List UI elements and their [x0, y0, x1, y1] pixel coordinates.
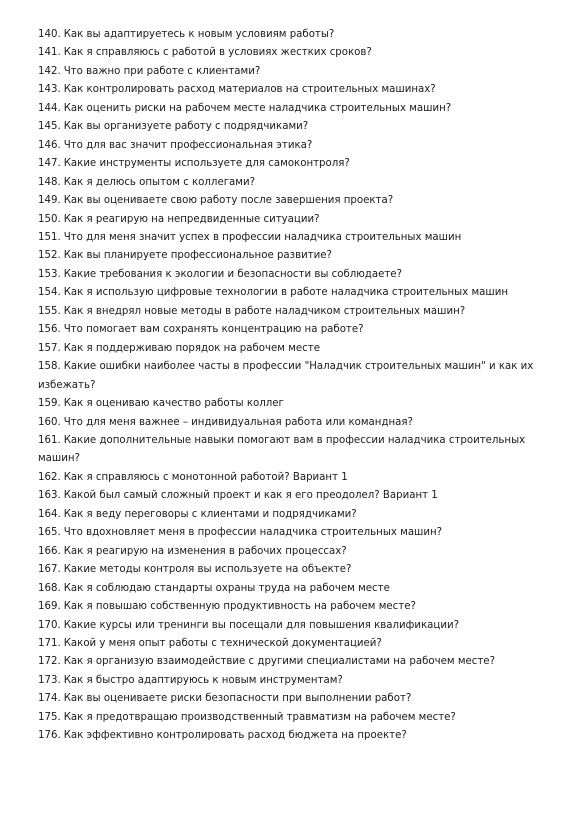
question-text: Как я делюсь опытом с коллегами?	[63, 176, 256, 188]
question-item	[38, 635, 544, 653]
question-number: 156.	[38, 324, 61, 336]
question-item	[38, 118, 544, 136]
question-item	[38, 247, 544, 265]
question-item	[38, 395, 544, 413]
question-item	[38, 690, 544, 708]
question-item	[38, 321, 544, 339]
question-number: 176.	[38, 730, 61, 742]
question-number: 153.	[38, 268, 61, 280]
question-number: 157.	[38, 342, 61, 354]
question-item	[38, 63, 544, 81]
question-text: Как я быстро адаптируюсь к новым инструментам?	[63, 674, 343, 686]
question-text: Как оценить риски на рабочем месте наладчика строительных машин?	[63, 102, 452, 114]
question-item	[38, 727, 544, 745]
document-page	[38, 26, 544, 746]
question-text: Как я справляюсь с работой в условиях жестких сроков?	[63, 47, 372, 59]
question-text: Как я справляюсь с монотонной работой? Вариант 1	[63, 471, 348, 483]
question-text: Как я оцениваю качество работы коллег	[63, 398, 284, 410]
question-item	[38, 26, 544, 44]
question-number: 142.	[38, 65, 61, 77]
question-number: 164.	[38, 508, 61, 520]
question-list	[38, 26, 544, 746]
question-item	[38, 561, 544, 579]
question-text: Какие требования к экологии и безопасности вы соблюдаете?	[63, 268, 402, 280]
question-text: Как контролировать расход материалов на строительных машинах?	[63, 84, 436, 96]
question-item	[38, 303, 544, 321]
question-item	[38, 266, 544, 284]
question-text: Какие ошибки наиболее часты в профессии "Наладчик строительных машин" и как их избежать?	[38, 361, 534, 391]
question-text: Какие методы контроля вы используете на объекте?	[63, 564, 352, 576]
question-item	[38, 44, 544, 62]
question-number: 166.	[38, 545, 61, 557]
question-number: 168.	[38, 582, 61, 594]
question-number: 169.	[38, 601, 61, 613]
question-number: 152.	[38, 250, 61, 262]
question-number: 161.	[38, 434, 61, 446]
question-item	[38, 211, 544, 229]
question-text: Какие дополнительные навыки помогают вам в профессии наладчика строительных машин?	[38, 434, 526, 465]
question-text: Что для меня важнее – индивидуальная работа или командная?	[63, 416, 413, 428]
question-item	[38, 155, 544, 173]
question-item	[38, 137, 544, 155]
question-text: Как я использую цифровые технологии в работе наладчика строительных машин	[63, 287, 508, 299]
question-text: Как я предотвращаю производственный травматизм на рабочем месте?	[63, 711, 456, 723]
question-number: 150.	[38, 213, 61, 225]
question-item	[38, 469, 544, 487]
question-item	[38, 653, 544, 671]
question-item	[38, 229, 544, 247]
question-text: Что важно при работе с клиентами?	[63, 65, 261, 77]
question-text: Как я реагирую на непредвиденные ситуации?	[63, 213, 320, 225]
question-item	[38, 598, 544, 616]
question-number: 163.	[38, 490, 61, 502]
question-number: 167.	[38, 564, 61, 576]
question-number: 140.	[38, 29, 61, 40]
question-item	[38, 672, 544, 690]
question-number: 145.	[38, 121, 61, 133]
question-text: Какой у меня опыт работы с технической документацией?	[63, 637, 382, 649]
question-item	[38, 506, 544, 524]
question-text: Как эффективно контролировать расход бюджета на проекте?	[63, 730, 407, 742]
question-number: 173.	[38, 674, 61, 686]
question-text: Как я реагирую на изменения в рабочих процессах?	[63, 545, 347, 557]
question-item	[38, 358, 544, 395]
question-number: 144.	[38, 102, 61, 114]
question-number: 159.	[38, 398, 61, 410]
question-text: Что для меня значит успех в профессии наладчика строительных машин	[63, 231, 462, 243]
question-number: 160.	[38, 416, 61, 428]
question-number: 155.	[38, 305, 61, 317]
question-text: Что вдохновляет меня в профессии наладчика строительных машин?	[63, 527, 443, 539]
question-number: 171.	[38, 637, 61, 649]
question-item	[38, 100, 544, 118]
question-number: 146.	[38, 139, 61, 151]
question-number: 158.	[38, 361, 61, 373]
question-number: 172.	[38, 656, 61, 668]
question-text: Какие курсы или тренинги вы посещали для повышения квалификации?	[63, 619, 459, 631]
question-item	[38, 524, 544, 542]
question-item	[38, 543, 544, 561]
question-item	[38, 487, 544, 505]
question-text: Как я внедрял новые методы в работе наладчиком строительных машин?	[63, 305, 466, 317]
question-item	[38, 432, 544, 469]
question-item	[38, 284, 544, 302]
question-number: 148.	[38, 176, 61, 188]
question-item	[38, 580, 544, 598]
question-number: 143.	[38, 84, 61, 96]
question-number: 151.	[38, 231, 61, 243]
question-text: Как вы оцениваете свою работу после завершения проекта?	[63, 195, 394, 207]
question-text: Какой был самый сложный проект и как я его преодолел? Вариант 1	[63, 490, 438, 502]
question-text: Как вы планируете профессиональное развитие?	[63, 250, 332, 262]
question-item	[38, 414, 544, 432]
question-number: 149.	[38, 195, 61, 207]
question-number: 147.	[38, 158, 61, 170]
question-number: 174.	[38, 693, 61, 705]
question-text: Что помогает вам сохранять концентрацию на работе?	[63, 324, 364, 336]
question-text: Как вы организуете работу с подрядчиками?	[63, 121, 309, 133]
question-text: Какие инструменты используете для самоконтроля?	[63, 158, 350, 170]
question-item	[38, 617, 544, 635]
question-text: Как я веду переговоры с клиентами и подрядчиками?	[63, 508, 357, 520]
question-text: Как я повышаю собственную продуктивность на рабочем месте?	[63, 601, 416, 613]
question-item	[38, 81, 544, 99]
question-item	[38, 192, 544, 210]
question-number: 141.	[38, 47, 61, 59]
question-text: Как вы адаптируетесь к новым условиям работы?	[63, 29, 335, 40]
question-text: Как я организую взаимодействие с другими специалистами на рабочем месте?	[63, 656, 495, 668]
question-text: Как вы оцениваете риски безопасности при выполнении работ?	[63, 693, 412, 705]
question-number: 170.	[38, 619, 61, 631]
question-number: 162.	[38, 471, 61, 483]
question-number: 175.	[38, 711, 61, 723]
question-number: 165.	[38, 527, 61, 539]
question-text: Что для вас значит профессиональная этика?	[63, 139, 313, 151]
question-item	[38, 340, 544, 358]
question-item	[38, 174, 544, 192]
question-number: 154.	[38, 287, 61, 299]
question-text: Как я соблюдаю стандарты охраны труда на рабочем месте	[63, 582, 390, 594]
question-text: Как я поддерживаю порядок на рабочем месте	[63, 342, 320, 354]
question-item	[38, 709, 544, 727]
